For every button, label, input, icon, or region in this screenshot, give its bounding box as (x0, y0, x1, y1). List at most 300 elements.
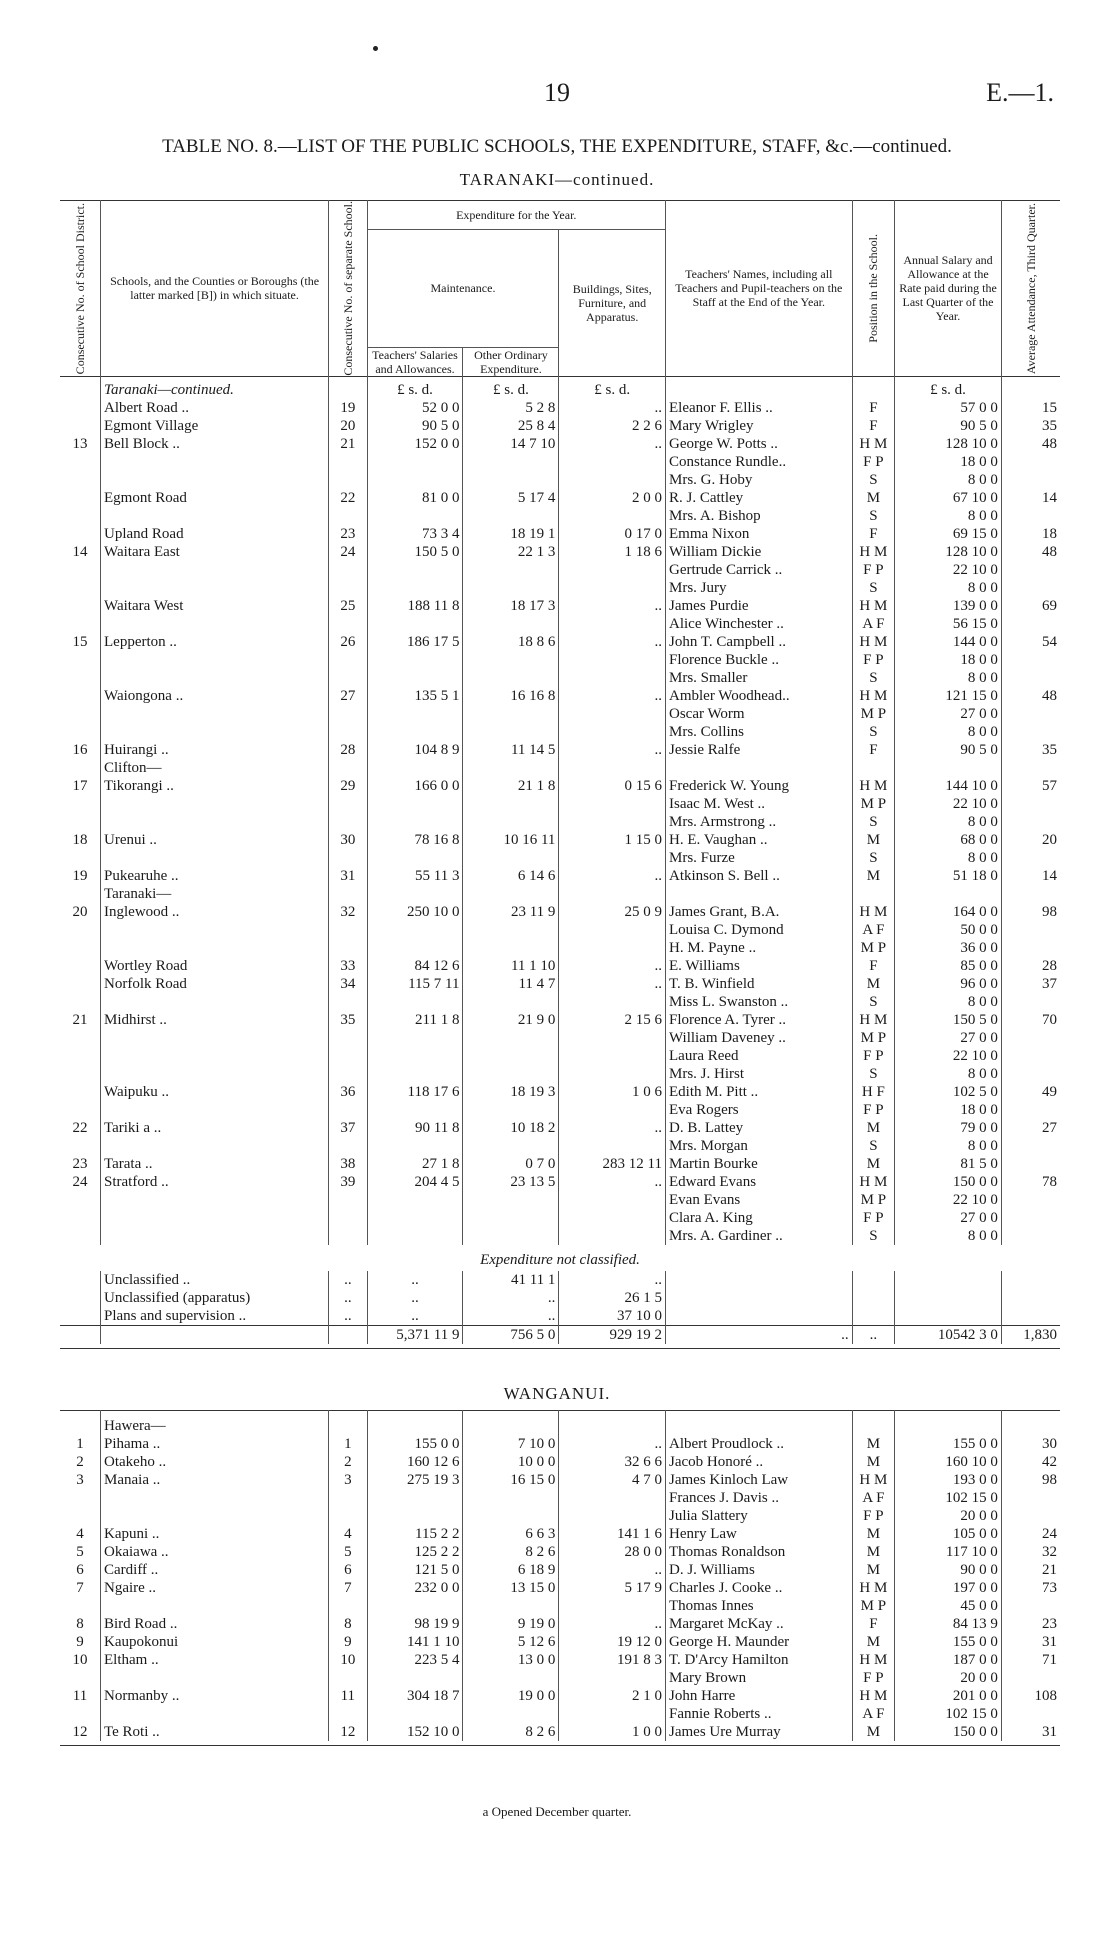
teacher-name: Mrs. J. Hirst (666, 1065, 853, 1083)
other-expenditure-cell (463, 885, 559, 903)
other-expenditure-cell (463, 1227, 559, 1245)
other-expenditure-cell (463, 849, 559, 867)
annual-salary-cell (895, 759, 1002, 777)
school-name: Kapuni .. (101, 1525, 329, 1543)
page-dot (373, 46, 378, 51)
unclassified-rows (60, 1271, 1060, 1326)
table-row (60, 525, 1060, 543)
other-expenditure-cell: 6 6 3 (463, 1525, 559, 1543)
totals-row (60, 1325, 1060, 1344)
school-name (101, 615, 329, 633)
school-name: Clifton— (101, 759, 329, 777)
school-no: 22 (329, 489, 367, 507)
school-name: Pukearuhe .. (101, 867, 329, 885)
table-row (60, 597, 1060, 615)
school-name: Te Roti .. (101, 1723, 329, 1741)
buildings-cell: 0 17 0 (559, 525, 666, 543)
unclassified-buildings: 37 10 0 (559, 1307, 666, 1326)
other-expenditure-cell: 21 9 0 (463, 1011, 559, 1029)
attendance-cell: 78 (1042, 1173, 1057, 1190)
attendance-cell: 15 (1042, 399, 1057, 416)
buildings-cell: .. (559, 741, 666, 759)
unclassified-salaries: .. (367, 1307, 463, 1326)
school-name: Huirangi .. (101, 741, 329, 759)
teacher-name: Mrs. Furze (666, 849, 853, 867)
other-expenditure-cell: 10 0 0 (463, 1453, 559, 1471)
attendance-cell: 69 (1042, 597, 1057, 614)
annual-salary-cell: 155 0 0 (895, 1633, 1002, 1651)
table-row (60, 1507, 1060, 1525)
buildings-cell: .. (559, 1173, 666, 1191)
teacher-name: James Purdie (666, 597, 853, 615)
school-no (329, 885, 367, 903)
salaries-cell (367, 939, 463, 957)
position-cell: S (852, 1065, 895, 1083)
teacher-name: Frederick W. Young (666, 777, 853, 795)
total-salaries: 5,371 11 9 (367, 1325, 463, 1344)
buildings-cell (559, 723, 666, 741)
buildings-cell: .. (559, 975, 666, 993)
salaries-cell (367, 921, 463, 939)
other-expenditure-cell (463, 759, 559, 777)
school-no (329, 849, 367, 867)
other-expenditure-cell (463, 1669, 559, 1687)
attendance-cell (1001, 1137, 1060, 1155)
district-no (60, 885, 101, 903)
annual-salary-cell: 128 10 0 (895, 435, 1002, 453)
salaries-cell: 115 2 2 (367, 1525, 463, 1543)
wanganui-rows (60, 1435, 1060, 1741)
buildings-cell (559, 849, 666, 867)
buildings-cell (559, 795, 666, 813)
annual-salary-cell: 102 5 0 (895, 1083, 1002, 1101)
buildings-cell: 2 0 0 (559, 489, 666, 507)
other-expenditure-cell (463, 795, 559, 813)
buildings-cell: .. (559, 633, 666, 651)
unclassified-school-no: .. (329, 1271, 367, 1289)
attendance-cell: 24 (1042, 1526, 1057, 1542)
district-no (60, 1209, 101, 1227)
table-row (60, 705, 1060, 723)
school-no: 26 (329, 633, 367, 651)
buildings-cell: 25 0 9 (559, 903, 666, 921)
position-cell: F (852, 741, 895, 759)
table-row (60, 1173, 1060, 1191)
teacher-name: Miss L. Swanston .. (666, 993, 853, 1011)
attendance-cell (1001, 1155, 1060, 1173)
salaries-cell: 160 12 6 (367, 1453, 463, 1471)
salaries-cell: 275 19 3 (367, 1471, 463, 1489)
school-name: Otakeho .. (101, 1453, 329, 1471)
buildings-cell: .. (559, 867, 666, 885)
school-no (329, 651, 367, 669)
table-row (60, 1579, 1060, 1597)
attendance-cell: 54 (1042, 633, 1057, 650)
annual-salary-cell: 8 0 0 (895, 471, 1002, 489)
school-no (329, 1507, 367, 1525)
position-cell: M (852, 1525, 895, 1543)
salaries-cell: 152 10 0 (367, 1723, 463, 1741)
taranaki-group-label: Taranaki—continued. (101, 376, 329, 399)
school-name: Kaupokonui (101, 1633, 329, 1651)
annual-salary-cell: 8 0 0 (895, 723, 1002, 741)
annual-salary-cell: 105 0 0 (895, 1525, 1002, 1543)
buildings-cell (559, 1705, 666, 1723)
district-no (60, 705, 101, 723)
attendance-cell (1001, 669, 1060, 687)
header-salary: Annual Salary and Allowance at the Rate paid during the Last Quarter of the Year. (895, 201, 1002, 377)
district-no: 17 (60, 777, 101, 795)
salaries-cell (367, 651, 463, 669)
position-cell: H M (852, 633, 895, 651)
school-name (101, 939, 329, 957)
unclassified-label: Unclassified (apparatus) (101, 1289, 329, 1307)
other-expenditure-cell (463, 1597, 559, 1615)
position-cell: M P (852, 705, 895, 723)
school-no (329, 507, 367, 525)
other-expenditure-cell: 23 13 5 (463, 1173, 559, 1191)
table-row (60, 1471, 1060, 1489)
school-no (329, 1065, 367, 1083)
position-cell: H M (852, 597, 895, 615)
annual-salary-cell: 8 0 0 (895, 993, 1002, 1011)
attendance-cell (1001, 1489, 1060, 1507)
table-row (60, 849, 1060, 867)
header-expenditure: Expenditure for the Year. (367, 201, 665, 230)
position-cell: M P (852, 795, 895, 813)
teacher-name: Mrs. Collins (666, 723, 853, 741)
attendance-cell (1001, 1029, 1060, 1047)
header-attendance: Average Attendance, Third Quarter. (1023, 202, 1038, 374)
school-name: Cardiff .. (101, 1561, 329, 1579)
school-name: Waipuku .. (101, 1083, 329, 1101)
buildings-cell (559, 561, 666, 579)
buildings-cell (559, 1065, 666, 1083)
unclassified-label: Unclassified .. (101, 1271, 329, 1289)
buildings-cell: 2 2 6 (559, 417, 666, 435)
salaries-cell (367, 795, 463, 813)
annual-salary-cell: 150 0 0 (895, 1173, 1002, 1191)
position-cell: F P (852, 1101, 895, 1119)
buildings-cell: 1 15 0 (559, 831, 666, 849)
district-no (60, 1137, 101, 1155)
salaries-cell: 104 8 9 (367, 741, 463, 759)
position-cell: H M (852, 903, 895, 921)
salaries-cell: 223 5 4 (367, 1651, 463, 1669)
total-buildings: 929 19 2 (559, 1325, 666, 1344)
annual-salary-cell: 90 0 0 (895, 1561, 1002, 1579)
unclassified-other: .. (463, 1307, 559, 1326)
teacher-name (666, 885, 853, 903)
position-cell: F P (852, 651, 895, 669)
currency-label: £ s. d. (559, 376, 666, 399)
district-no: 12 (60, 1723, 101, 1741)
table-row (60, 1209, 1060, 1227)
annual-salary-cell: 201 0 0 (895, 1687, 1002, 1705)
other-expenditure-cell: 6 14 6 (463, 867, 559, 885)
district-no (60, 921, 101, 939)
unclassified-row (60, 1307, 1060, 1326)
other-expenditure-cell: 5 17 4 (463, 489, 559, 507)
annual-salary-cell: 121 15 0 (895, 687, 1002, 705)
school-no (329, 1705, 367, 1723)
position-cell: M (852, 867, 895, 885)
position-cell: S (852, 723, 895, 741)
table-row (60, 633, 1060, 651)
district-no (60, 525, 101, 543)
school-no (329, 1029, 367, 1047)
teacher-name: James Kinloch Law (666, 1471, 853, 1489)
position-cell (852, 885, 895, 903)
unclassified-other: .. (463, 1289, 559, 1307)
position-cell: M P (852, 939, 895, 957)
salaries-cell: 78 16 8 (367, 831, 463, 849)
district-no (60, 939, 101, 957)
other-expenditure-cell: 9 19 0 (463, 1615, 559, 1633)
school-name: Pihama .. (101, 1435, 329, 1453)
annual-salary-cell: 102 15 0 (895, 1705, 1002, 1723)
district-no (60, 849, 101, 867)
district-no (60, 615, 101, 633)
salaries-cell: 166 0 0 (367, 777, 463, 795)
buildings-cell (559, 921, 666, 939)
attendance-cell (1001, 1227, 1060, 1245)
position-cell: A F (852, 1705, 895, 1723)
table-row (60, 777, 1060, 795)
position-cell: S (852, 993, 895, 1011)
other-expenditure-cell (463, 1047, 559, 1065)
salaries-cell: 188 11 8 (367, 597, 463, 615)
district-no (60, 507, 101, 525)
school-no (329, 561, 367, 579)
other-expenditure-cell: 5 12 6 (463, 1633, 559, 1651)
school-no (329, 1227, 367, 1245)
teacher-name: Clara A. King (666, 1209, 853, 1227)
annual-salary-cell: 27 0 0 (895, 705, 1002, 723)
attendance-cell: 73 (1042, 1580, 1057, 1596)
table-row (60, 561, 1060, 579)
attendance-cell: 48 (1042, 543, 1057, 560)
teacher-name: Louisa C. Dymond (666, 921, 853, 939)
teacher-name: Ambler Woodhead.. (666, 687, 853, 705)
other-expenditure-cell: 18 8 6 (463, 633, 559, 651)
other-expenditure-cell: 0 7 0 (463, 1155, 559, 1173)
attendance-cell (1001, 1191, 1060, 1209)
school-no: 27 (329, 687, 367, 705)
buildings-cell (559, 813, 666, 831)
school-name: Egmont Village (101, 417, 329, 435)
district-no: 18 (60, 831, 101, 849)
annual-salary-cell: 27 0 0 (895, 1209, 1002, 1227)
salaries-cell: 90 5 0 (367, 417, 463, 435)
school-no: 25 (329, 597, 367, 615)
district-no: 11 (60, 1687, 101, 1705)
teacher-name: Jacob Honoré .. (666, 1453, 853, 1471)
other-expenditure-cell: 11 1 10 (463, 957, 559, 975)
school-no: 35 (329, 1011, 367, 1029)
teacher-name: Edith M. Pitt .. (666, 1083, 853, 1101)
district-no (60, 399, 101, 417)
buildings-cell (559, 1191, 666, 1209)
table-row (60, 741, 1060, 759)
teacher-name: Emma Nixon (666, 525, 853, 543)
teacher-name: Eva Rogers (666, 1101, 853, 1119)
buildings-cell: 0 15 6 (559, 777, 666, 795)
position-cell: S (852, 849, 895, 867)
salaries-cell (367, 1489, 463, 1507)
table-row (60, 687, 1060, 705)
attendance-cell (1001, 561, 1060, 579)
district-no: 14 (60, 543, 101, 561)
school-no: 37 (329, 1119, 367, 1137)
other-expenditure-cell (463, 813, 559, 831)
attendance-cell: 98 (1042, 903, 1057, 920)
annual-salary-cell: 8 0 0 (895, 579, 1002, 597)
school-no: 20 (329, 417, 367, 435)
teacher-name: Mary Wrigley (666, 417, 853, 435)
table-row (60, 1083, 1060, 1101)
table-row (60, 417, 1060, 435)
school-name: Stratford .. (101, 1173, 329, 1191)
teacher-name: Mrs. Armstrong .. (666, 813, 853, 831)
other-expenditure-cell: 10 16 11 (463, 831, 559, 849)
buildings-cell (559, 993, 666, 1011)
district-no (60, 471, 101, 489)
table-row (60, 939, 1060, 957)
buildings-cell (559, 579, 666, 597)
salaries-cell (367, 1227, 463, 1245)
school-no: 6 (329, 1561, 367, 1579)
teacher-name: James Grant, B.A. (666, 903, 853, 921)
other-expenditure-cell (463, 615, 559, 633)
unclassified-row (60, 1271, 1060, 1289)
footnote: a Opened December quarter. (482, 1804, 632, 1819)
attendance-cell (1001, 1705, 1060, 1723)
other-expenditure-cell: 6 18 9 (463, 1561, 559, 1579)
annual-salary-cell: 90 5 0 (895, 741, 1002, 759)
district-no: 5 (60, 1543, 101, 1561)
teacher-name: Mrs. A. Bishop (666, 507, 853, 525)
attendance-cell (1001, 1669, 1060, 1687)
teacher-name: Gertrude Carrick .. (666, 561, 853, 579)
district-no: 9 (60, 1633, 101, 1651)
buildings-cell (559, 885, 666, 903)
school-no (329, 1209, 367, 1227)
header-other: Other Ordinary Expenditure. (463, 347, 559, 376)
annual-salary-cell: 90 5 0 (895, 417, 1002, 435)
school-name: Taranaki— (101, 885, 329, 903)
buildings-cell (559, 1597, 666, 1615)
buildings-cell (559, 1047, 666, 1065)
district-no: 6 (60, 1561, 101, 1579)
table-row (60, 1453, 1060, 1471)
district-no (60, 1227, 101, 1245)
school-no (329, 471, 367, 489)
unclassified-salaries: .. (367, 1289, 463, 1307)
school-name: Wortley Road (101, 957, 329, 975)
other-expenditure-cell (463, 1065, 559, 1083)
buildings-cell: 5 17 9 (559, 1579, 666, 1597)
annual-salary-cell: 8 0 0 (895, 669, 1002, 687)
attendance-cell (1001, 507, 1060, 525)
district-no (60, 723, 101, 741)
unclassified-buildings: 26 1 5 (559, 1289, 666, 1307)
position-cell: F (852, 957, 895, 975)
annual-salary-cell: 8 0 0 (895, 507, 1002, 525)
teacher-name: Edward Evans (666, 1173, 853, 1191)
attendance-cell: 31 (1042, 1724, 1057, 1740)
table-row (60, 903, 1060, 921)
school-no (329, 795, 367, 813)
table-row (60, 1543, 1060, 1561)
position-cell: H F (852, 1083, 895, 1101)
position-cell: M (852, 1543, 895, 1561)
buildings-cell: 141 1 6 (559, 1525, 666, 1543)
table-row (60, 453, 1060, 471)
salaries-cell: 52 0 0 (367, 399, 463, 417)
school-no: 2 (329, 1453, 367, 1471)
table-row (60, 669, 1060, 687)
total-other: 756 5 0 (463, 1325, 559, 1344)
other-expenditure-cell: 7 10 0 (463, 1435, 559, 1453)
school-no: 11 (329, 1687, 367, 1705)
buildings-cell (559, 1669, 666, 1687)
school-no: 38 (329, 1155, 367, 1173)
annual-salary-cell: 22 10 0 (895, 1047, 1002, 1065)
header-salaries: Teachers' Salaries and Allowances. (367, 347, 463, 376)
annual-salary-cell: 8 0 0 (895, 1065, 1002, 1083)
table-row (60, 471, 1060, 489)
taranaki-rows (60, 399, 1060, 1245)
school-no: 33 (329, 957, 367, 975)
table-row (60, 813, 1060, 831)
teacher-name: E. Williams (666, 957, 853, 975)
district-no: 24 (60, 1173, 101, 1191)
position-cell: H M (852, 1471, 895, 1489)
attendance-cell (1001, 921, 1060, 939)
buildings-cell: 283 12 11 (559, 1155, 666, 1173)
teacher-name: Martin Bourke (666, 1155, 853, 1173)
taranaki-table (60, 200, 1060, 1349)
district-no (60, 453, 101, 471)
table-row (60, 435, 1060, 453)
buildings-cell (559, 471, 666, 489)
salaries-cell: 55 11 3 (367, 867, 463, 885)
salaries-cell (367, 561, 463, 579)
attendance-cell (1001, 849, 1060, 867)
salaries-cell (367, 723, 463, 741)
wanganui-table (60, 1410, 1060, 1746)
annual-salary-cell (895, 885, 1002, 903)
salaries-cell (367, 615, 463, 633)
district-no (60, 597, 101, 615)
district-no (60, 417, 101, 435)
school-name (101, 723, 329, 741)
salaries-cell (367, 1507, 463, 1525)
school-name: Inglewood .. (101, 903, 329, 921)
annual-salary-cell: 45 0 0 (895, 1597, 1002, 1615)
school-name: Midhirst .. (101, 1011, 329, 1029)
teacher-name: Mrs. Morgan (666, 1137, 853, 1155)
attendance-cell (1001, 1597, 1060, 1615)
attendance-cell: 35 (1042, 417, 1057, 434)
district-no (60, 579, 101, 597)
table-row (60, 1227, 1060, 1245)
attendance-cell (1001, 1101, 1060, 1119)
school-name: Tikorangi .. (101, 777, 329, 795)
position-cell: M (852, 1561, 895, 1579)
annual-salary-cell: 51 18 0 (895, 867, 1002, 885)
